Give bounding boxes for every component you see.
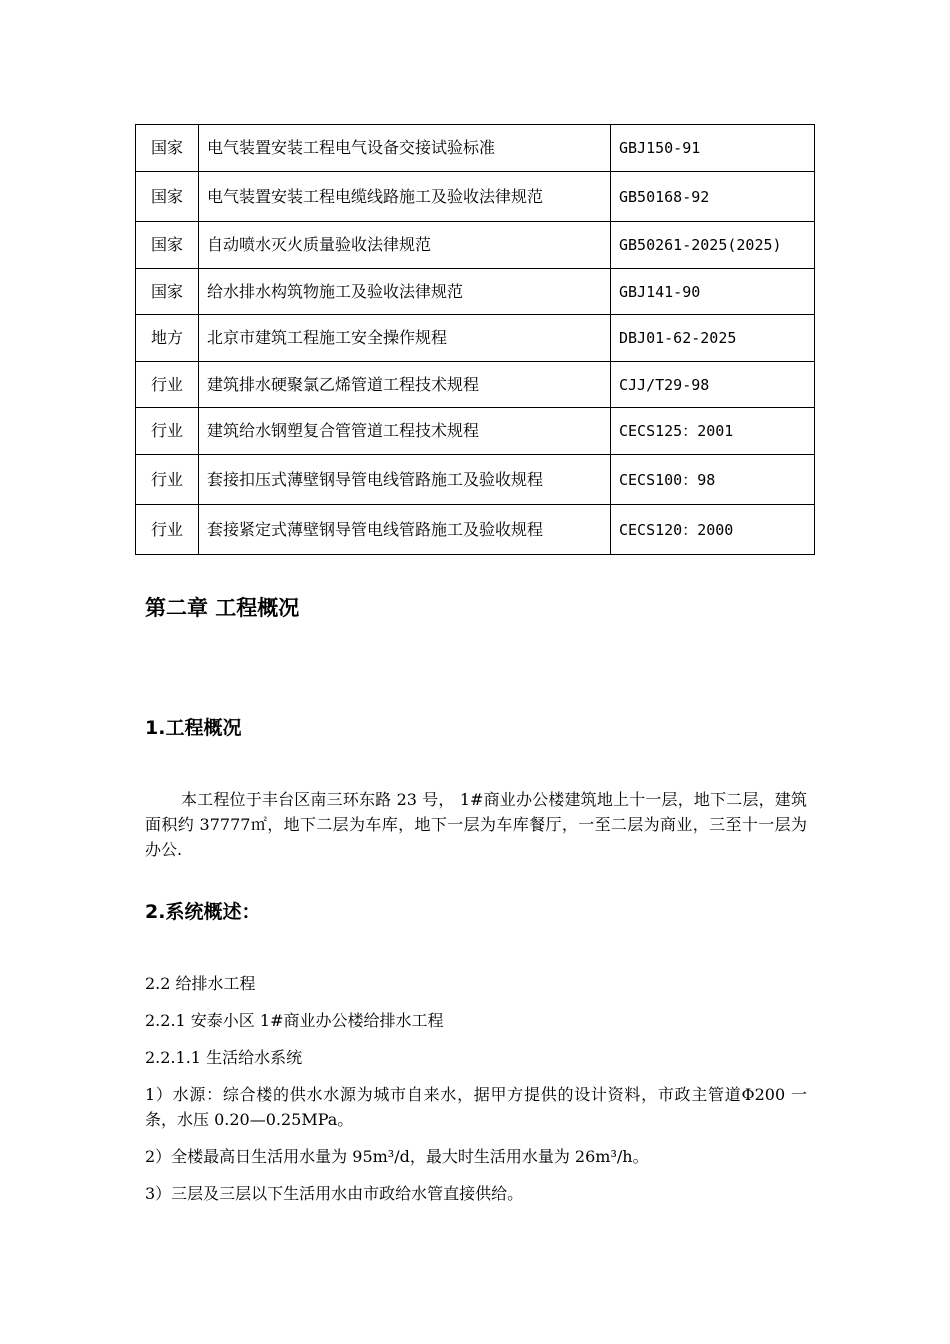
- overview-paragraph: 本工程位于丰台区南三环东路 23 号， 1#商业办公楼建筑地上十一层，地下二层，建筑面积约 37777㎡，地下二层为车库，地下一层为车库餐厅，一至二层为商业，三至十一层为办公.: [145, 790, 807, 859]
- system-line: 1）水源：综合楼的供水水源为城市自来水，据甲方提供的设计资料，市政主管道Φ200 一条，水压 0.20—0.25MPa。: [145, 1085, 807, 1129]
- standard-name-cell: 套接扣压式薄壁钢导管电线管路施工及验收规程: [199, 455, 611, 505]
- standard-name-cell: 建筑排水硬聚氯乙烯管道工程技术规程: [199, 362, 611, 408]
- level-cell: 国家: [136, 269, 199, 315]
- system-line: 2.2.1 安泰小区 1#商业办公楼给排水工程: [145, 1011, 444, 1030]
- system-line: 2）全楼最高日生活用水量为 95m³/d，最大时生活用水量为 26m³/h。: [145, 1147, 649, 1166]
- standard-code-cell: CECS120：2000: [611, 505, 815, 555]
- standard-name-cell: 套接紧定式薄壁钢导管电线管路施工及验收规程: [199, 505, 611, 555]
- section-title-system: 2.系统概述：: [145, 901, 261, 923]
- standard-code-cell: GB50168-92: [611, 172, 815, 222]
- standard-code-cell: CECS125：2001: [611, 408, 815, 455]
- standard-name-cell: 电气装置安装工程电缆线路施工及验收法律规范: [199, 172, 611, 222]
- table-row: [136, 315, 815, 362]
- standard-code-cell: GBJ150-91: [611, 125, 815, 172]
- system-line: 2.2 给排水工程: [145, 974, 256, 993]
- table-row: [136, 125, 815, 172]
- section-title-overview: 1.工程概况: [145, 717, 242, 739]
- level-cell: 行业: [136, 505, 199, 555]
- system-line: 3）三层及三层以下生活用水由市政给水管直接供给。: [145, 1184, 524, 1203]
- standard-name-cell: 给水排水构筑物施工及验收法律规范: [199, 269, 611, 315]
- standard-code-cell: CECS100：98: [611, 455, 815, 505]
- level-cell: 行业: [136, 408, 199, 455]
- standard-code-cell: CJJ/T29-98: [611, 362, 815, 408]
- table-row: [136, 172, 815, 222]
- standard-code-cell: DBJ01-62-2025: [611, 315, 815, 362]
- level-cell: 国家: [136, 222, 199, 269]
- standard-code-cell: GB50261-2025(2025): [611, 222, 815, 269]
- standard-name-cell: 电气装置安装工程电气设备交接试验标准: [199, 125, 611, 172]
- level-cell: 行业: [136, 455, 199, 505]
- level-cell: 行业: [136, 362, 199, 408]
- chapter-title: 第二章 工程概况: [145, 596, 300, 620]
- level-cell: 地方: [136, 315, 199, 362]
- level-cell: 国家: [136, 172, 199, 222]
- table-row: [136, 362, 815, 408]
- table-row: [136, 269, 815, 315]
- system-line: 2.2.1.1 生活给水系统: [145, 1048, 303, 1067]
- table-row: [136, 505, 815, 555]
- table-row: [136, 222, 815, 269]
- standard-name-cell: 建筑给水钢塑复合管管道工程技术规程: [199, 408, 611, 455]
- standard-name-cell: 自动喷水灭火质量验收法律规范: [199, 222, 611, 269]
- standard-name-cell: 北京市建筑工程施工安全操作规程: [199, 315, 611, 362]
- standard-code-cell: GBJ141-90: [611, 269, 815, 315]
- level-cell: 国家: [136, 125, 199, 172]
- table-row: [136, 455, 815, 505]
- standards-table: [135, 124, 815, 555]
- table-row: [136, 408, 815, 455]
